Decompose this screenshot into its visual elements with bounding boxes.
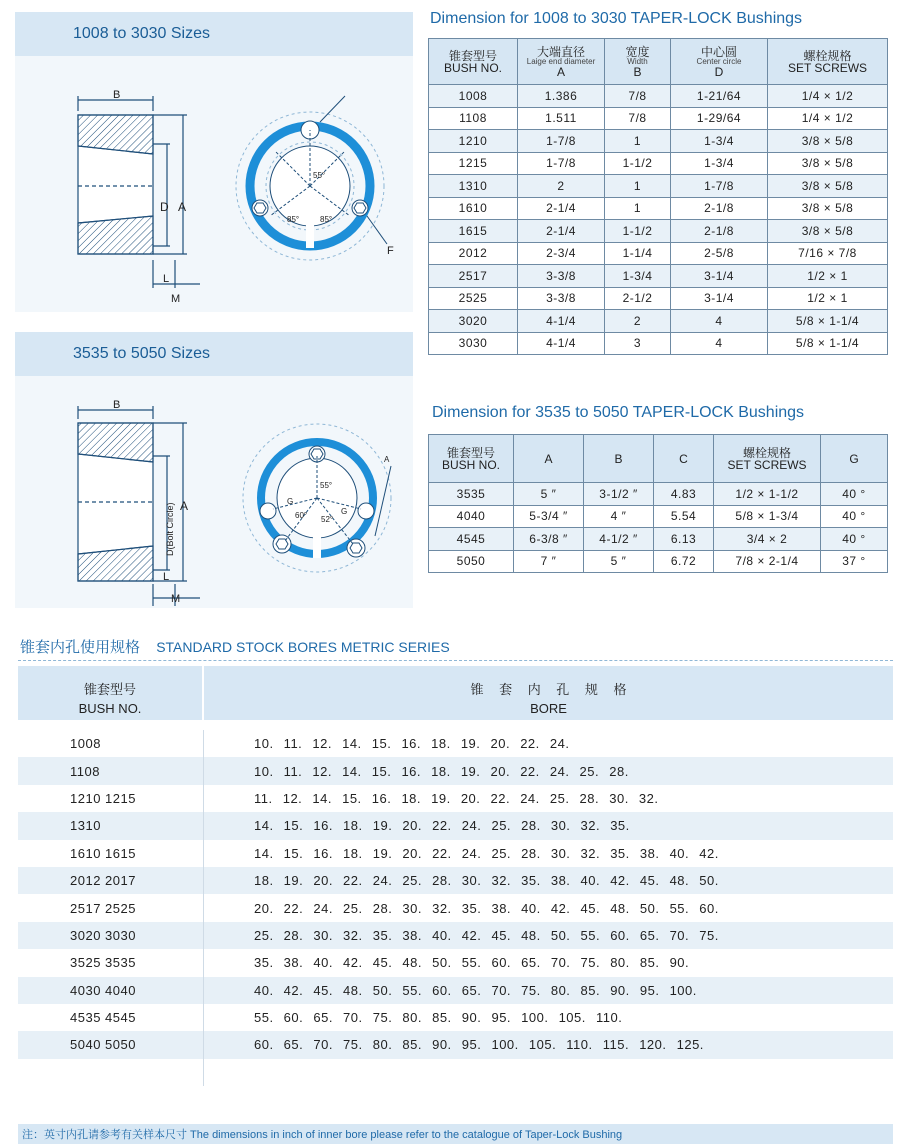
table-cell: 1108: [429, 107, 518, 130]
bore-header-cn: 锥 套 内 孔 规 格: [470, 682, 627, 697]
table-cell: 3/8 × 5/8: [768, 175, 888, 198]
header-en: B: [633, 64, 642, 79]
table-cell: 4: [671, 310, 768, 333]
angle-label: G: [287, 497, 294, 506]
table-cell: 4: [671, 332, 768, 355]
bore-row: [18, 894, 893, 921]
table-cell: 3-1/4: [671, 287, 768, 310]
table-cell: 1/4 × 1/2: [768, 107, 888, 130]
bores-body: [18, 730, 893, 1086]
table-cell: 2-5/8: [671, 242, 768, 265]
bore-sizes: 40. 42. 45. 48. 50. 55. 60. 65. 70. 75. 80. 85. 90. 95. 100.: [254, 982, 697, 998]
bore-sizes: 60. 65. 70. 75. 80. 85. 90. 95. 100. 105. 110. 115. 120. 125.: [254, 1037, 704, 1053]
label-f: F: [387, 245, 394, 257]
header-en: BUSH NO.: [441, 457, 500, 472]
bores-table: [18, 666, 893, 1086]
column-header: [821, 435, 888, 483]
table-cell: 37 °: [821, 550, 888, 573]
table-row: [429, 265, 888, 288]
table-cell: 2-1/8: [671, 220, 768, 243]
table-cell: 3-3/8: [518, 287, 605, 310]
header-cn: 螺栓规格: [742, 445, 791, 460]
table-title: Dimension for 3535 to 5050 TAPER-LOCK Bushings: [432, 404, 805, 421]
header-en: B: [614, 451, 623, 466]
table-cell: 1210: [429, 130, 518, 153]
angle-label: 52°: [321, 515, 334, 524]
table-cell: 5-3/4 ″: [514, 505, 584, 528]
header-en: A: [544, 451, 553, 466]
bore-header-en: BORE: [530, 701, 567, 716]
bore-sizes: 35. 38. 40. 42. 45. 48. 50. 55. 60. 65. 70. 75. 80. 85. 90.: [254, 955, 690, 971]
table-cell: 1215: [429, 152, 518, 175]
table-cell: 5/8 × 1-1/4: [768, 310, 888, 333]
table-cell: 3030: [429, 332, 518, 355]
bush-no: 1210 1215: [18, 785, 204, 812]
table-row: [429, 287, 888, 310]
column-header: [671, 39, 768, 85]
table-cell: 7/8 × 2-1/4: [714, 550, 821, 573]
table-row: [429, 220, 888, 243]
bore-row: [18, 949, 893, 976]
label-l: L: [163, 273, 170, 285]
panel-title: 3535 to 5050 Sizes: [15, 332, 413, 376]
table-cell: 7/8: [605, 85, 671, 108]
header-en: SET SCREWS: [787, 60, 868, 75]
column-header: [429, 435, 514, 483]
table-cell: 1: [605, 130, 671, 153]
column-header: [514, 435, 584, 483]
bore-sizes: 11. 12. 14. 15. 16. 18. 19. 20. 22. 24. 25. 28. 30. 32.: [254, 790, 659, 806]
table-cell: 3020: [429, 310, 518, 333]
table-cell: 3535: [429, 483, 514, 506]
panel-title: 1008 to 3030 Sizes: [15, 12, 413, 56]
table-cell: 3-3/8: [518, 265, 605, 288]
bore-sizes: 20. 22. 24. 25. 28. 30. 32. 35. 38. 40. 42. 45. 48. 50. 55. 60.: [254, 900, 719, 916]
table-row: [429, 175, 888, 198]
table-row: [429, 528, 888, 551]
column-header: [584, 435, 654, 483]
table-cell: 2: [605, 310, 671, 333]
table-cell: 1-1/2: [605, 152, 671, 175]
table-cell: 1.386: [518, 85, 605, 108]
label-m: M: [171, 293, 181, 305]
table-row: [429, 332, 888, 355]
bore-row: [18, 977, 893, 1004]
diagram-panel-large: [15, 332, 413, 608]
column-header: [518, 39, 605, 85]
table-cell: 1/2 × 1: [768, 265, 888, 288]
header-cn: 中心圆: [700, 44, 737, 59]
bore-sizes: 25. 28. 30. 32. 35. 38. 40. 42. 45. 48. 50. 55. 60. 65. 70. 75.: [254, 927, 719, 943]
table-cell: 7/16 × 7/8: [768, 242, 888, 265]
header-sub: Center circle: [696, 56, 742, 66]
table-cell: 2525: [429, 287, 518, 310]
table-cell: 1-21/64: [671, 85, 768, 108]
header-en: BUSH NO.: [443, 60, 502, 75]
table-cell: 2-1/8: [671, 197, 768, 220]
label-b: B: [113, 399, 121, 411]
angle-label: G: [341, 507, 348, 516]
table-cell: 1-1/2: [605, 220, 671, 243]
label-d: D: [160, 200, 169, 214]
table-row: [429, 130, 888, 153]
table-cell: 3-1/2 ″: [584, 483, 654, 506]
label-a: A: [180, 499, 189, 513]
bores-title-cn: 锥套内孔使用规格: [20, 639, 141, 656]
table-row: [429, 107, 888, 130]
bush-no: 4030 4040: [18, 977, 204, 1004]
table-cell: 7/8: [605, 107, 671, 130]
bush-header-cn: 锥套型号: [83, 682, 136, 697]
label-l: L: [163, 571, 170, 583]
table-cell: 4545: [429, 528, 514, 551]
table-cell: 6.13: [654, 528, 714, 551]
side-view: [78, 96, 200, 288]
header-cn: 螺栓规格: [803, 48, 852, 63]
table-cell: 5 ″: [514, 483, 584, 506]
angle-label: 60°: [295, 511, 308, 520]
angle-label: 55°: [320, 481, 333, 490]
table-cell: 1: [605, 175, 671, 198]
footnote: 注：英寸内孔请参考有关样本尺寸 The dimensions in inch of inner bore please refer to the catalogue of Taper-Lock Bushing: [18, 1124, 893, 1144]
table-cell: 3/8 × 5/8: [768, 220, 888, 243]
bore-row: [18, 757, 893, 784]
bores-title-en: STANDARD STOCK BORES METRIC SERIES: [156, 639, 450, 655]
table-row: [429, 85, 888, 108]
column-header: [654, 435, 714, 483]
table-cell: 2-1/4: [518, 197, 605, 220]
bore-sizes: 18. 19. 20. 22. 24. 25. 28. 30. 32. 35. 38. 40. 42. 45. 48. 50.: [254, 873, 719, 889]
bush-no: 1008: [18, 730, 204, 757]
table-cell: 5/8 × 1-1/4: [768, 332, 888, 355]
bush-header-en: BUSH NO.: [78, 701, 142, 716]
divider: [18, 660, 893, 661]
table-row: [429, 152, 888, 175]
table-cell: 3/4 × 2: [714, 528, 821, 551]
table-cell: 1: [605, 197, 671, 220]
header-en: G: [849, 451, 859, 466]
header-en: A: [556, 64, 565, 79]
table-cell: 7 ″: [514, 550, 584, 573]
bush-no: 2012 2017: [18, 867, 204, 894]
bush-no: 3020 3030: [18, 922, 204, 949]
table-cell: 2012: [429, 242, 518, 265]
label-a: A: [178, 200, 187, 214]
header-sub: Laige end diameter: [526, 56, 596, 66]
table-cell: 1-3/4: [671, 152, 768, 175]
table-cell: 5 ″: [584, 550, 654, 573]
table-cell: 5050: [429, 550, 514, 573]
bore-row: [18, 840, 893, 867]
column-header: [768, 39, 888, 85]
bore-row: [18, 867, 893, 894]
bushing-drawing-large: [15, 376, 413, 608]
table-cell: 2-1/4: [518, 220, 605, 243]
table-cell: 3/8 × 5/8: [768, 130, 888, 153]
header-en: SET SCREWS: [727, 457, 807, 472]
table-cell: 4-1/4: [518, 332, 605, 355]
table-cell: 1310: [429, 175, 518, 198]
table-cell: 4 ″: [584, 505, 654, 528]
column-header: [714, 435, 821, 483]
bore-header: [204, 666, 893, 720]
header-sub: Width: [627, 56, 648, 66]
table-cell: 40 °: [821, 528, 888, 551]
column-header: [429, 39, 518, 85]
table-cell: 6-3/8 ″: [514, 528, 584, 551]
bush-no: 1310: [18, 812, 204, 839]
table-row: [429, 505, 888, 528]
table-cell: 4-1/4: [518, 310, 605, 333]
table-cell: 1-3/4: [605, 265, 671, 288]
label-a-ref: A: [384, 455, 390, 464]
table-cell: 3/8 × 5/8: [768, 197, 888, 220]
table-cell: 4040: [429, 505, 514, 528]
angle-label: 55°: [313, 171, 326, 180]
table-cell: 2517: [429, 265, 518, 288]
bush-no: [18, 1059, 204, 1086]
table-cell: 1/2 × 1-1/2: [714, 483, 821, 506]
bore-sizes: 10. 11. 12. 14. 15. 16. 18. 19. 20. 22. 24. 25. 28.: [254, 763, 629, 779]
label-d: D(Bolt Circle): [165, 502, 175, 556]
table-cell: 1615: [429, 220, 518, 243]
header-cn: 大端直径: [536, 44, 585, 59]
table-cell: 1-7/8: [518, 152, 605, 175]
bush-no: 2517 2525: [18, 894, 204, 921]
bush-no: 1610 1615: [18, 840, 204, 867]
label-b: B: [113, 89, 121, 101]
bores-title: [20, 636, 450, 657]
bush-no: 1108: [18, 757, 204, 784]
table-cell: 3: [605, 332, 671, 355]
table-cell: 3-1/4: [671, 265, 768, 288]
bush-no: 5040 5050: [18, 1031, 204, 1058]
table-cell: 5.54: [654, 505, 714, 528]
table-cell: 1008: [429, 85, 518, 108]
table-row: [429, 242, 888, 265]
diagram-panel-small: [15, 12, 413, 312]
bush-header: [18, 666, 204, 720]
bore-row: [18, 1004, 893, 1031]
table-cell: 1/4 × 1/2: [768, 85, 888, 108]
bore-row: [18, 1031, 893, 1058]
bore-sizes: 55. 60. 65. 70. 75. 80. 85. 90. 95. 100. 105. 110.: [254, 1010, 623, 1026]
bore-row: [18, 730, 893, 757]
table-title: Dimension for 1008 to 3030 TAPER-LOCK Bushings: [430, 10, 803, 27]
bush-no: 4535 4545: [18, 1004, 204, 1031]
header-cn: 锥套型号: [446, 445, 495, 460]
table-row: [429, 483, 888, 506]
front-view: [243, 424, 391, 572]
bore-row: [18, 1059, 893, 1086]
table-cell: 2-1/2: [605, 287, 671, 310]
table-cell: 1-1/4: [605, 242, 671, 265]
angle-label: 85°: [287, 215, 300, 224]
bore-sizes: 14. 15. 16. 18. 19. 20. 22. 24. 25. 28. 30. 32. 35.: [254, 818, 630, 834]
table-cell: 40 °: [821, 505, 888, 528]
table-cell: 1-29/64: [671, 107, 768, 130]
table-cell: 1-3/4: [671, 130, 768, 153]
header-en: C: [679, 451, 688, 466]
table-cell: 2: [518, 175, 605, 198]
table-cell: 40 °: [821, 483, 888, 506]
header-cn: 锥套型号: [448, 48, 497, 63]
table-cell: 4.83: [654, 483, 714, 506]
front-view: [236, 96, 387, 260]
table-cell: 6.72: [654, 550, 714, 573]
header-en: D: [714, 64, 724, 79]
bore-sizes: 10. 11. 12. 14. 15. 16. 18. 19. 20. 22. 24.: [254, 736, 570, 752]
bore-row: [18, 922, 893, 949]
column-header: [605, 39, 671, 85]
table-row: [429, 550, 888, 573]
table-cell: 1-7/8: [518, 130, 605, 153]
table-row: [429, 310, 888, 333]
bush-no: 3525 3535: [18, 949, 204, 976]
bushing-drawing-small: [15, 56, 413, 312]
dimension-table-large: [428, 434, 888, 573]
header-cn: 宽度: [625, 44, 650, 59]
table-cell: 2-3/4: [518, 242, 605, 265]
table-cell: 1610: [429, 197, 518, 220]
table-cell: 5/8 × 1-3/4: [714, 505, 821, 528]
bore-row: [18, 785, 893, 812]
table-cell: 4-1/2 ″: [584, 528, 654, 551]
table-cell: 1.511: [518, 107, 605, 130]
table-cell: 1/2 × 1: [768, 287, 888, 310]
table-row: [429, 197, 888, 220]
angle-label: 85°: [320, 215, 333, 224]
label-m: M: [171, 593, 181, 605]
table-cell: 3/8 × 5/8: [768, 152, 888, 175]
dimension-table-small: [428, 38, 888, 355]
bores-header: [18, 666, 893, 720]
bore-row: [18, 812, 893, 839]
table-cell: 1-7/8: [671, 175, 768, 198]
bore-sizes: 14. 15. 16. 18. 19. 20. 22. 24. 25. 28. 30. 32. 35. 38. 40. 42.: [254, 845, 719, 861]
